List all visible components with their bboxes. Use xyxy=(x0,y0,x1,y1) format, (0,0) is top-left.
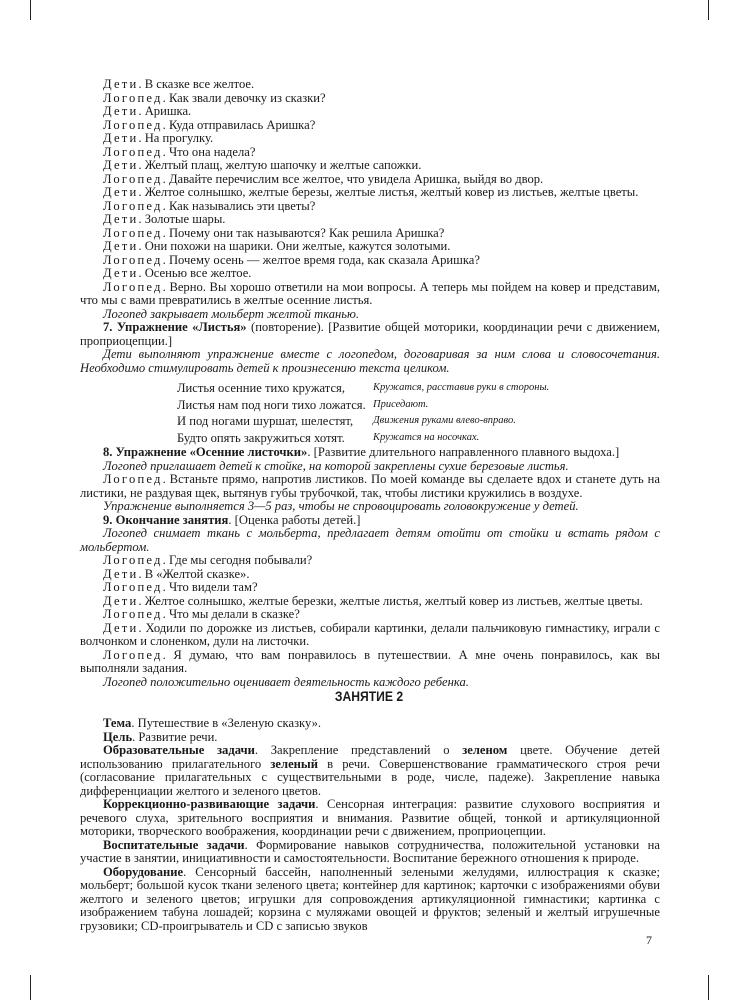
bold-lead: Образовательные задачи xyxy=(103,743,255,757)
paragraph-text: . Я думаю, что вам понравилось в путешествии. А мне очень понравилось, как вы выполняли задания. xyxy=(80,647,660,675)
paragraph xyxy=(80,92,660,106)
paragraph-text: . Что она надела? xyxy=(162,144,256,159)
paragraph-text: . Золотые шары. xyxy=(138,212,226,226)
speaker-label: Дети xyxy=(103,566,139,581)
paragraph xyxy=(80,460,660,474)
paragraph-text: . Они похожи на шарики. Они желтые, кажутся золотыми. xyxy=(138,239,451,253)
poem xyxy=(177,380,627,446)
italic-note: Упражнение выполняется 3—5 раз, чтобы не спровоцировать головокружение у детей. xyxy=(103,499,579,513)
poem-row xyxy=(177,380,627,397)
poem-action: Движения руками влево-вправо. xyxy=(373,415,516,426)
bold-lead: Коррекционно-развивающие задачи xyxy=(103,797,316,811)
paragraph-text: . Формирование навыков сотрудничества, положительной установки на участие в занятии, инициативности и самостоятельности. Воспитание бережного отношения к природе. xyxy=(80,837,660,865)
paragraph xyxy=(80,281,660,308)
paragraph xyxy=(80,200,660,214)
speaker-label: Дети xyxy=(103,158,139,172)
paragraph-text: . Аришка. xyxy=(138,104,192,118)
bold-lead: 9. Окончание занятия xyxy=(103,512,229,527)
poem-row xyxy=(177,413,627,430)
paragraph-text: в речи. Совершенствование грамматического строя речи (согласование прилагательных с существительными в роде, числе, падеже). Закрепление навыка дифференциации желтого и зеленого цветов. xyxy=(80,756,660,798)
paragraph-text: . Как звали девочку из сказки? xyxy=(162,90,326,105)
paragraph-text: . На прогулку. xyxy=(138,131,214,145)
paragraph xyxy=(80,649,660,676)
paragraph xyxy=(80,473,660,500)
speaker-label: Логопед xyxy=(103,117,163,132)
speaker-label: Дети xyxy=(103,266,139,280)
paragraph xyxy=(80,717,660,731)
paragraph-text: . [Оценка работы детей.] xyxy=(228,512,361,527)
poem-action: Кружатся на носочках. xyxy=(373,431,480,443)
italic-note: Логопед положительно оценивает деятельность каждого ребенка. xyxy=(103,674,469,689)
paragraph-text: . Почему они так называются? Как решила Аришка? xyxy=(162,225,445,240)
poem-row xyxy=(177,430,627,447)
paragraph xyxy=(80,608,660,622)
paragraph-text: . Путешествие в «Зеленую сказку». xyxy=(131,716,322,730)
speaker-label: Логопед xyxy=(103,144,163,159)
paragraph xyxy=(80,866,660,934)
italic-note: Логопед закрывает мольберт желтой тканью. xyxy=(103,306,360,321)
speaker-label: Логопед xyxy=(103,252,163,267)
paragraph xyxy=(80,527,660,554)
speaker-label: Дети xyxy=(103,131,139,145)
paragraph-text: . В сказке все желтое. xyxy=(138,77,255,91)
paragraph-text: . Почему осень — желтое время года, как сказала Аришка? xyxy=(162,252,480,267)
paragraph xyxy=(80,173,660,187)
paragraph xyxy=(80,554,660,568)
paragraph xyxy=(80,581,660,595)
paragraph xyxy=(80,514,660,528)
paragraph xyxy=(80,500,660,514)
paragraph-text: . Сенсорная интеграция: развитие слухового восприятия и речевого слуха, зрительного восприятия и внимания. Развитие общей, тонкой и артикуляционной моторики, творческого воображения, координации речи с движением, проприоцепции. xyxy=(80,797,660,838)
exercise-section xyxy=(80,446,660,689)
italic-note: Логопед приглашает детей к стойке, на которой закреплены сухие березовые листья. xyxy=(103,458,569,473)
paragraph xyxy=(80,105,660,119)
paragraph xyxy=(80,308,660,322)
paragraph-text: . Желтое солнышко, желтые березки, желтые листья, желтый ковер из листьев, желтые цветы. xyxy=(138,593,643,608)
paragraph xyxy=(80,568,660,582)
speaker-label: Логопед xyxy=(103,279,163,294)
paragraph xyxy=(80,267,660,281)
paragraph-text: . Желтое солнышко, желтые березы, желтые листья, желтый ковер из листьев, желтые цветы. xyxy=(138,185,639,199)
bold-lead: зеленый xyxy=(270,756,319,771)
speaker-label: Логопед xyxy=(103,647,163,662)
lesson-description xyxy=(80,717,660,933)
paragraph xyxy=(80,348,660,375)
crop-mark xyxy=(30,0,31,20)
paragraph-text: . Где мы сегодня побывали? xyxy=(162,553,313,567)
speaker-label: Логопед xyxy=(103,225,163,240)
paragraph-text: . Ходили по дорожке из листьев, собирали картинки, делали пальчиковую гимнастику, играли с волчонком и слоненком, дули на листочки. xyxy=(80,620,660,648)
paragraph xyxy=(80,839,660,866)
paragraph-text: цвете. Обучение детей использованию прилагательного xyxy=(80,743,660,771)
poem-line: Листья нам под ноги тихо ложатся. xyxy=(177,397,366,412)
paragraph xyxy=(80,186,660,200)
paragraph-text: . Желтый плащ, желтую шапочку и желтые сапожки. xyxy=(138,158,422,172)
paragraph xyxy=(80,676,660,690)
italic-note: Логопед снимает ткань с мольберта, предлагает детям отойти от стойки и встать рядом с мольбертом. xyxy=(80,526,660,554)
paragraph xyxy=(80,254,660,268)
poem-action: Приседают. xyxy=(373,398,429,410)
page-number: 7 xyxy=(646,933,652,947)
poem-line: И под ногами шуршат, шелестят, xyxy=(177,414,354,428)
paragraph xyxy=(80,798,660,839)
speaker-label: Логопед xyxy=(103,553,163,567)
bold-lead: Тема xyxy=(103,716,132,730)
paragraph-text: . В «Желтой сказке». xyxy=(138,566,250,581)
bold-lead: зеленом xyxy=(462,743,508,757)
lesson-heading: ЗАНЯТИЕ 2 xyxy=(334,689,404,704)
paragraph-text: . Давайте перечислим все желтое, что увидела Аришка, выйдя во двор. xyxy=(162,171,544,186)
bold-lead: Воспитательные задачи xyxy=(103,837,245,852)
paragraph xyxy=(80,595,660,609)
speaker-label: Логопед xyxy=(103,472,163,486)
paragraph xyxy=(80,731,660,745)
speaker-label: Логопед xyxy=(103,171,163,186)
crop-mark xyxy=(30,975,31,1000)
paragraph-text: . Сенсорный бассейн, наполненный зелеными желудями, иллюстрация к сказке; мольберт; большой кусок ткани зеленого цвета; контейнер для картинок; карточки с изображениями обуви желтого и зеленого цветов; игрушки для сопровождения артикуляционной гимнастики; картинка с изображением табуна лошадей; корзина с муляжами овощей и фруктов; зеленый и желтый игрушечные грузовики; CD-проигрыватель и CD с записью звуков xyxy=(80,864,660,933)
paragraph-text: . Как назывались эти цветы? xyxy=(162,198,316,213)
paragraph xyxy=(80,622,660,649)
bold-lead: 7. Упражнение «Листья» xyxy=(103,320,247,334)
paragraph-text: . [Развитие длительного направленного плавного выдоха.] xyxy=(307,445,620,459)
poem-action: Кружатся, расставив руки в стороны. xyxy=(373,382,550,393)
speaker-label: Дети xyxy=(103,77,139,91)
paragraph xyxy=(80,446,660,460)
crop-mark xyxy=(708,0,709,20)
paragraph xyxy=(80,227,660,241)
paragraph-text: . Верно. Вы хорошо ответили на мои вопросы. А теперь мы пойдем на ковер и представим, что мы с вами превратились в желтые осенние листья. xyxy=(80,279,660,307)
paragraph xyxy=(80,119,660,133)
paragraph xyxy=(80,78,660,92)
paragraph-text: . Что мы делали в сказке? xyxy=(162,607,300,621)
poem-line: Листья осенние тихо кружатся, xyxy=(177,381,345,395)
speaker-label: Дети xyxy=(103,104,139,118)
speaker-label: Дети xyxy=(103,212,139,226)
paragraph xyxy=(80,321,660,348)
speaker-label: Дети xyxy=(103,593,139,608)
bold-lead: Оборудование xyxy=(103,864,184,879)
poem-line: Будто опять закружиться хотят. xyxy=(177,430,345,445)
speaker-label: Логопед xyxy=(103,607,163,621)
paragraph xyxy=(80,132,660,146)
dialogue-section xyxy=(80,78,660,375)
speaker-label: Логопед xyxy=(103,198,163,213)
paragraph-text: (повторение). [Развитие общей моторики, координации речи с движением, проприоцепции.] xyxy=(80,320,660,348)
paragraph-text: . Куда отправилась Аришка? xyxy=(162,117,316,132)
italic-note: Дети выполняют упражнение вместе с логопедом, договаривая за ним слова и словосочетания. Необходимо стимулировать детей к произнесению текста целиком. xyxy=(80,347,660,375)
speaker-label: Дети xyxy=(103,620,139,635)
paragraph xyxy=(80,744,660,798)
speaker-label: Логопед xyxy=(103,90,163,105)
paragraph xyxy=(80,159,660,173)
crop-mark xyxy=(708,975,709,1000)
bold-lead: Цель xyxy=(103,729,133,744)
speaker-label: Дети xyxy=(103,185,139,199)
paragraph-text: . Осенью все желтое. xyxy=(138,266,252,280)
paragraph-text: . Закрепление представлений о xyxy=(254,743,463,757)
bold-lead: 8. Упражнение «Осенние листочки» xyxy=(103,445,308,459)
paragraph-text: . Встаньте прямо, напротив листиков. По моей команде вы сделаете вдох и станете дуть на листики, не раздувая щек, вытянув губы трубочкой, так, чтобы листики кружились в воздухе. xyxy=(80,472,660,500)
speaker-label: Дети xyxy=(103,239,139,253)
paragraph xyxy=(80,213,660,227)
paragraph xyxy=(80,240,660,254)
paragraph xyxy=(80,146,660,160)
paragraph-text: . Развитие речи. xyxy=(132,729,218,744)
paragraph-text: . Что видели там? xyxy=(162,580,258,594)
speaker-label: Логопед xyxy=(103,580,163,594)
poem-row xyxy=(177,397,627,414)
